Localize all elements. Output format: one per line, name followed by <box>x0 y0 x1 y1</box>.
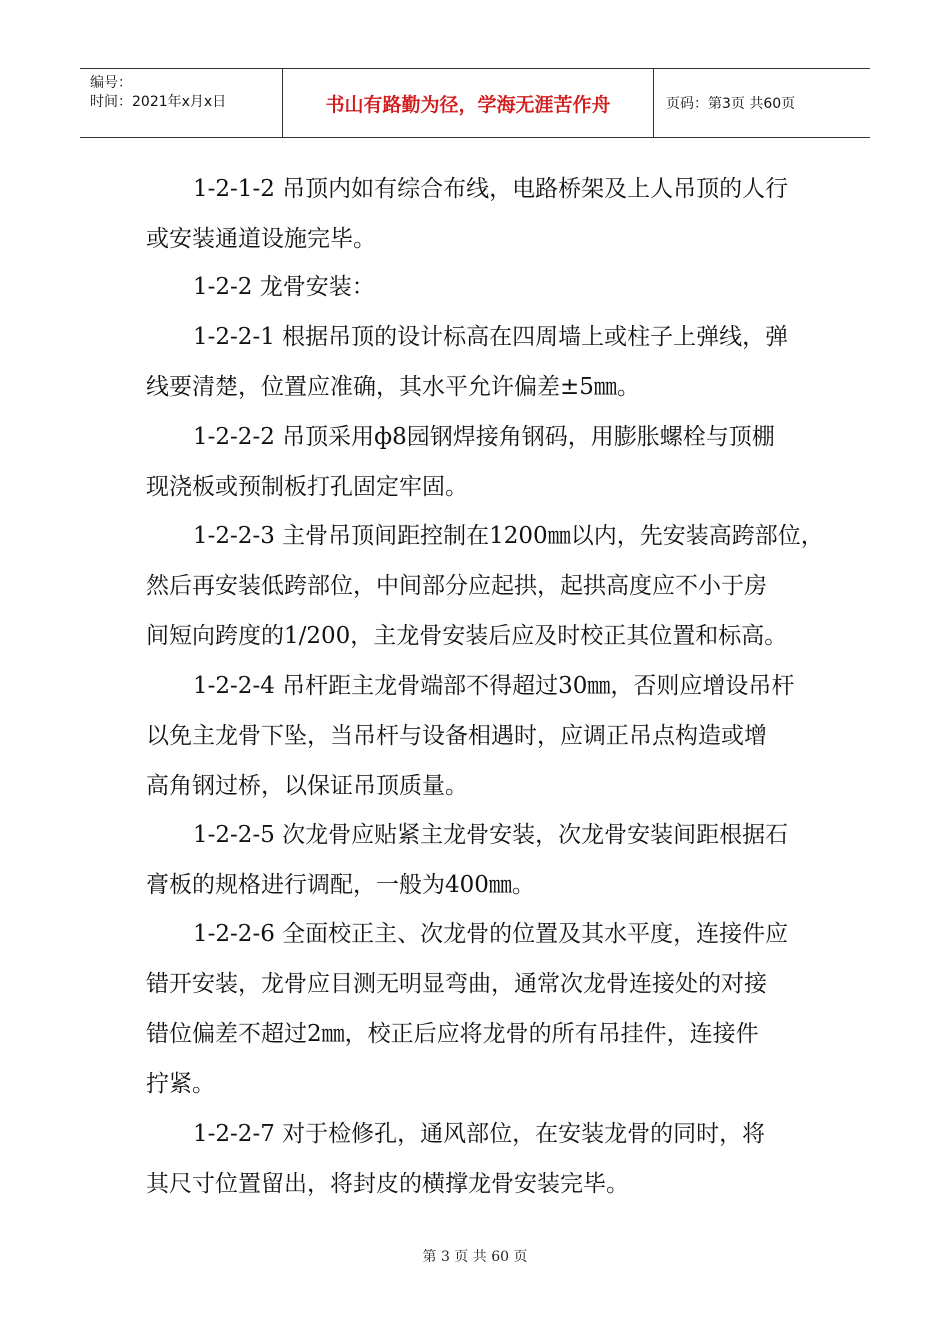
text-line: 线要清楚，位置应准确，其水平允许偏差±5㎜。 <box>146 374 640 400</box>
header-motto: 书山有路勤为径，学海无涯苦作舟 <box>283 69 654 137</box>
text-line: 1-2-2 龙骨安装： <box>193 274 375 300</box>
text-line: 膏板的规格进行调配，一般为400㎜。 <box>146 872 535 898</box>
document-header <box>80 68 870 138</box>
text-line: 1-2-2-3 主骨吊顶间距控制在1200㎜以内，先安装高跨部位， <box>193 523 824 549</box>
header-page-cell <box>654 69 870 137</box>
text-line: 以免主龙骨下坠，当吊杆与设备相遇时，应调正吊点构造或增 <box>146 723 767 749</box>
header-number: 编号： <box>90 75 132 91</box>
text-line: 1-2-2-7 对于检修孔，通风部位，在安装龙骨的同时，将 <box>193 1121 766 1147</box>
text-line: 错位偏差不超过2㎜，校正后应将龙骨的所有吊挂件，连接件 <box>146 1021 759 1047</box>
header-meta-cell <box>80 69 283 137</box>
text-line: 或安装通道设施完毕。 <box>146 226 376 252</box>
text-line: 高角钢过桥，以保证吊顶质量。 <box>146 773 468 799</box>
text-line: 1-2-2-4 吊杆距主龙骨端部不得超过30㎜，否则应增设吊杆 <box>193 673 795 699</box>
text-line: 现浇板或预制板打孔固定牢固。 <box>146 474 468 500</box>
text-line: 间短向跨度的1/200，主龙骨安装后应及时校正其位置和标高。 <box>146 623 788 649</box>
text-line: 1-2-2-5 次龙骨应贴紧主龙骨安装，次龙骨安装间距根据石 <box>193 822 789 848</box>
text-line: 其尺寸位置留出，将封皮的横撑龙骨安装完毕。 <box>146 1171 629 1197</box>
header-date: 时间：2021年x月x日 <box>90 94 227 110</box>
text-line: 然后再安装低跨部位，中间部分应起拱，起拱高度应不小于房 <box>146 573 767 599</box>
text-line: 1-2-2-2 吊顶采用ф8园钢焊接角钢码，用膨胀螺栓与顶棚 <box>193 424 775 450</box>
header-page-number: 页码：第3页 共60页 <box>666 96 796 112</box>
text-line: 错开安装，龙骨应目测无明显弯曲，通常次龙骨连接处的对接 <box>146 971 767 997</box>
page-footer: 第 3 页 共 60 页 <box>422 1249 528 1265</box>
text-line: 拧紧。 <box>146 1071 215 1097</box>
text-line: 1-2-2-1 根据吊顶的设计标高在四周墙上或柱子上弹线，弹 <box>193 324 789 350</box>
text-line: 1-2-1-2 吊顶内如有综合布线，电路桥架及上人吊顶的人行 <box>193 176 789 202</box>
text-line: 1-2-2-6 全面校正主、次龙骨的位置及其水平度，连接件应 <box>193 921 789 947</box>
